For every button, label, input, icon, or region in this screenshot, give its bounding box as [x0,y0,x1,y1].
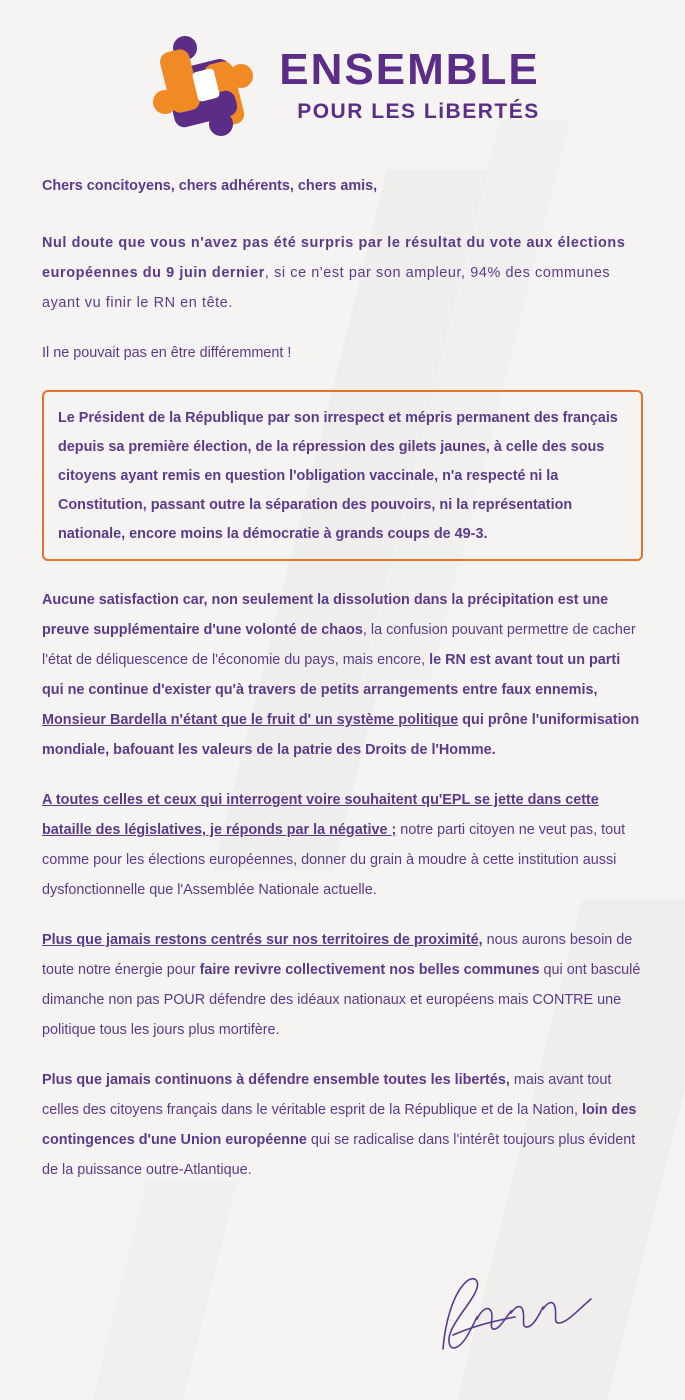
paragraph-5 [42,1065,643,1185]
paragraph-2 [42,585,643,765]
callout-box [42,390,643,561]
p3-plain: notre parti citoyen ne veut pas, tout comme pour les élections européennes, donner du grain à moudre à cette institution aussi dysfonctionnelle que l'Assemblée Nationale actuelle. [42,822,626,898]
p4-plain-2: qui ont basculé dimanche non pas POUR défendre des idéaux nationaux et européens mais CONTRE une politique tous les jours plus mortifère. [42,962,641,1038]
salutation: Chers concitoyens, chers adhérents, chers amis, [42,178,378,194]
p2-plain-1: , la confusion pouvant permettre de cacher l'état de déliquescence de l'économie du pays, mais encore, [42,622,636,668]
p2-bold-underline: Monsieur Bardella n'étant que le fruit d' un système politique [42,712,459,728]
p4-bold-underline: Plus que jamais restons centrés sur nos territoires de proximité, [42,932,483,948]
p2-bold-1: Aucune satisfaction car, non seulement la dissolution dans la précipitation est une preuve supplémentaire d'une volonté de chaos [42,592,609,638]
p5-plain-1: mais avant tout celles des citoyens français dans le véritable esprit de la République et de la Nation, [42,1072,612,1118]
logo-subtitle: POUR LES LiBERTÉS [297,100,540,123]
letter-body [0,178,685,1185]
p2-bold-2: le RN est avant tout un parti qui ne continue d'exister qu'à travers de petits arrangements entre faux ennemis, [42,652,621,698]
p3-bold-underline: A toutes celles et ceux qui interrogent voire souhaitent qu'EPL se jette dans cette bataille des législatives, je réponds par la négative ; [42,792,599,838]
p4-plain-1: nous aurons besoin de toute notre énergie pour [42,932,633,978]
letter-header [0,0,685,144]
paragraph-intro-line2: Il ne pouvait pas en être différemment ! [42,345,292,361]
paragraph-4 [42,925,643,1045]
p5-bold-1: Plus que jamais continuons à défendre ensemble toutes les libertés, [42,1072,510,1088]
p4-bold-2: faire revivre collectivement nos belles communes [199,962,540,978]
logo-title: ENSEMBLE [279,45,540,94]
intro-rest: , si ce n'est par son ampleur, 94% des communes ayant vu finir le RN en tête. [42,265,611,311]
logo-wordmark [279,45,540,123]
p5-plain-2: qui se radicalise dans l'intérêt toujours plus évident de la puissance outre-Atlantique. [42,1132,636,1178]
paragraph-intro [42,228,643,318]
callout-text: Le Président de la République par son irrespect et mépris permanent des français depuis sa première élection, de la répression des gilets jaunes, à celle des sous citoyens ayant remis en question l'obligation vaccinale, n'a respecté ni la Constitution, passant outre la séparation des pouvoirs, ni la représentation nationale, encore moins la démocratie à grands coups de 49-3. [58,410,618,542]
signature-image [423,1271,613,1366]
logo [145,26,539,144]
p5-bold-2: loin des contingences d'une Union européenne [42,1102,637,1148]
intro-bold: Nul doute que vous n'avez pas été surpris par le résultat du vote aux élections européennes du 9 juin dernier [42,235,626,281]
paragraph-3 [42,785,643,905]
ensemble-pour-les-libertes-logo-icon [145,26,265,144]
p2-plain-3: qui prône l'uniformisation mondiale, bafouant les valeurs de la patrie des Droits de l'Homme. [42,712,640,758]
